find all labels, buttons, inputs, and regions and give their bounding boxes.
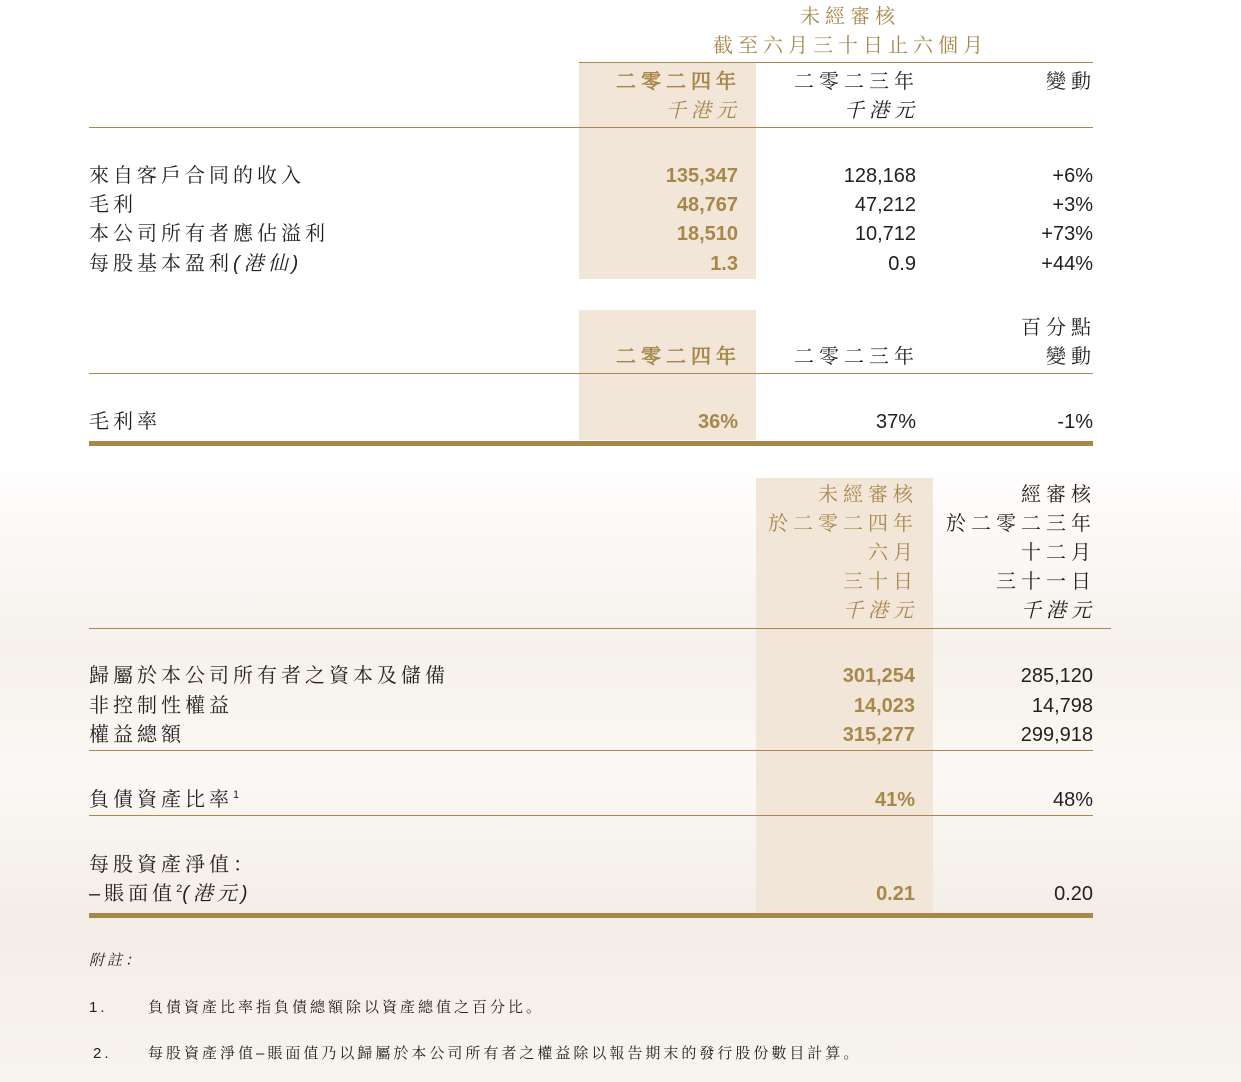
row-profit-2023: 10,712 (854, 223, 916, 245)
col-a-header-3: 六月 (868, 542, 918, 564)
row-revenue-change: +6% (1052, 165, 1093, 187)
row-gearing-b: 48% (1052, 789, 1093, 811)
row-capital-reserves-label: 歸屬於本公司所有者之資本及儲備 (89, 665, 449, 687)
row-gross-margin-label: 毛利率 (89, 411, 161, 433)
row-profit-change: +73% (1041, 223, 1093, 245)
section2-bottom-rule (89, 441, 1093, 446)
section3-header-rule (89, 628, 1111, 629)
period-header-rule (579, 62, 1093, 63)
pp-change-header-1: 百分點 (1021, 317, 1096, 339)
row-gross-profit-2023: 47,212 (854, 194, 916, 216)
col-change-header: 變動 (1046, 71, 1096, 93)
col-b-header-2: 於二零二三年 (946, 513, 1096, 535)
col-b-header-unit: 千港元 (1021, 600, 1096, 622)
col-2024-unit: 千港元 (666, 100, 741, 122)
col-2023-unit: 千港元 (844, 100, 919, 122)
section2-header-rule (89, 373, 1093, 374)
row-profit-label: 本公司所有者應佔溢利 (89, 223, 329, 245)
total-equity-rule (89, 750, 1093, 751)
section2-col-2024: 二零二四年 (616, 346, 741, 368)
row-nav-a: 0.21 (876, 883, 915, 905)
row-gross-margin-2023: 37% (875, 411, 916, 433)
col-b-header-1: 經審核 (1021, 484, 1096, 506)
row-profit-2024: 18,510 (676, 223, 738, 245)
row-nci-b: 14,798 (1031, 695, 1093, 717)
row-nci-label: 非控制性權益 (89, 695, 233, 717)
row-eps-2024: 1.3 (710, 253, 738, 275)
row-gearing-label (89, 786, 239, 815)
row-gross-profit-change: +3% (1052, 194, 1093, 216)
gearing-rule (89, 815, 1093, 816)
pp-change-header-2: 變動 (1046, 346, 1096, 368)
row-eps-label-text: 每股基本盈利 (89, 253, 233, 275)
row-total-equity-a: 315,277 (842, 724, 915, 746)
note-2-number: 2. (93, 1045, 112, 1062)
row-eps-2023: 0.9 (888, 253, 916, 275)
col-b-header-4: 三十一日 (996, 571, 1096, 593)
col-a-header-1: 未經審核 (818, 484, 918, 506)
row-nav-footnote: 2 (176, 883, 183, 895)
row-capital-reserves-a: 301,254 (842, 665, 915, 687)
col-2023-header: 二零二三年 (794, 71, 919, 93)
row-total-equity-b: 299,918 (1020, 724, 1093, 746)
section1-header-rule (89, 127, 1093, 128)
row-gearing-label-text: 負債資產比率 (89, 789, 233, 811)
row-gross-profit-2024: 48,767 (676, 194, 738, 216)
row-capital-reserves-b: 285,120 (1020, 665, 1093, 687)
row-gross-profit-label: 毛利 (89, 194, 137, 216)
notes-title: 附註： (89, 952, 144, 969)
row-eps-change: +44% (1041, 253, 1093, 275)
row-nav-label-2 (89, 880, 252, 909)
row-revenue-2024: 135,347 (665, 165, 738, 187)
note-1-number: 1. (89, 999, 108, 1016)
row-gearing-footnote: 1 (233, 789, 240, 801)
row-gross-margin-2024: 36% (697, 411, 738, 433)
section2-col-2023: 二零二三年 (794, 346, 919, 368)
section3-bottom-rule (89, 913, 1093, 918)
col-a-header-2: 於二零二四年 (768, 513, 918, 535)
row-total-equity-label: 權益總額 (89, 724, 185, 746)
col-a-header-unit: 千港元 (843, 600, 918, 622)
period-header-unaudited: 未經審核 (800, 6, 900, 28)
col-2024-header: 二零二四年 (616, 71, 741, 93)
col-b-header-3: 十二月 (1021, 542, 1096, 564)
row-revenue-2023: 128,168 (843, 165, 916, 187)
row-nav-label-text: –賬面值 (89, 883, 177, 905)
row-eps-label-suffix: (港仙) (233, 253, 303, 275)
row-nav-b: 0.20 (1054, 883, 1093, 905)
row-gross-margin-change: -1% (1057, 411, 1093, 433)
col-a-header-4: 三十日 (843, 571, 918, 593)
row-nav-label-1: 每股資產淨值： (89, 854, 257, 876)
row-revenue-label: 來自客戶合同的收入 (89, 165, 305, 187)
period-header-six-months: 截至六月三十日止六個月 (713, 35, 988, 57)
row-nci-a: 14,023 (853, 695, 915, 717)
row-gearing-a: 41% (874, 789, 915, 811)
note-1-text: 負債資產比率指負債總額除以資產總值之百分比。 (148, 999, 545, 1016)
row-nav-label-suffix: (港元) (182, 883, 252, 905)
row-eps-label (89, 250, 302, 279)
note-2-text: 每股資產淨值–賬面值乃以歸屬於本公司所有者之權益除以報告期末的發行股份數目計算。 (148, 1045, 862, 1062)
